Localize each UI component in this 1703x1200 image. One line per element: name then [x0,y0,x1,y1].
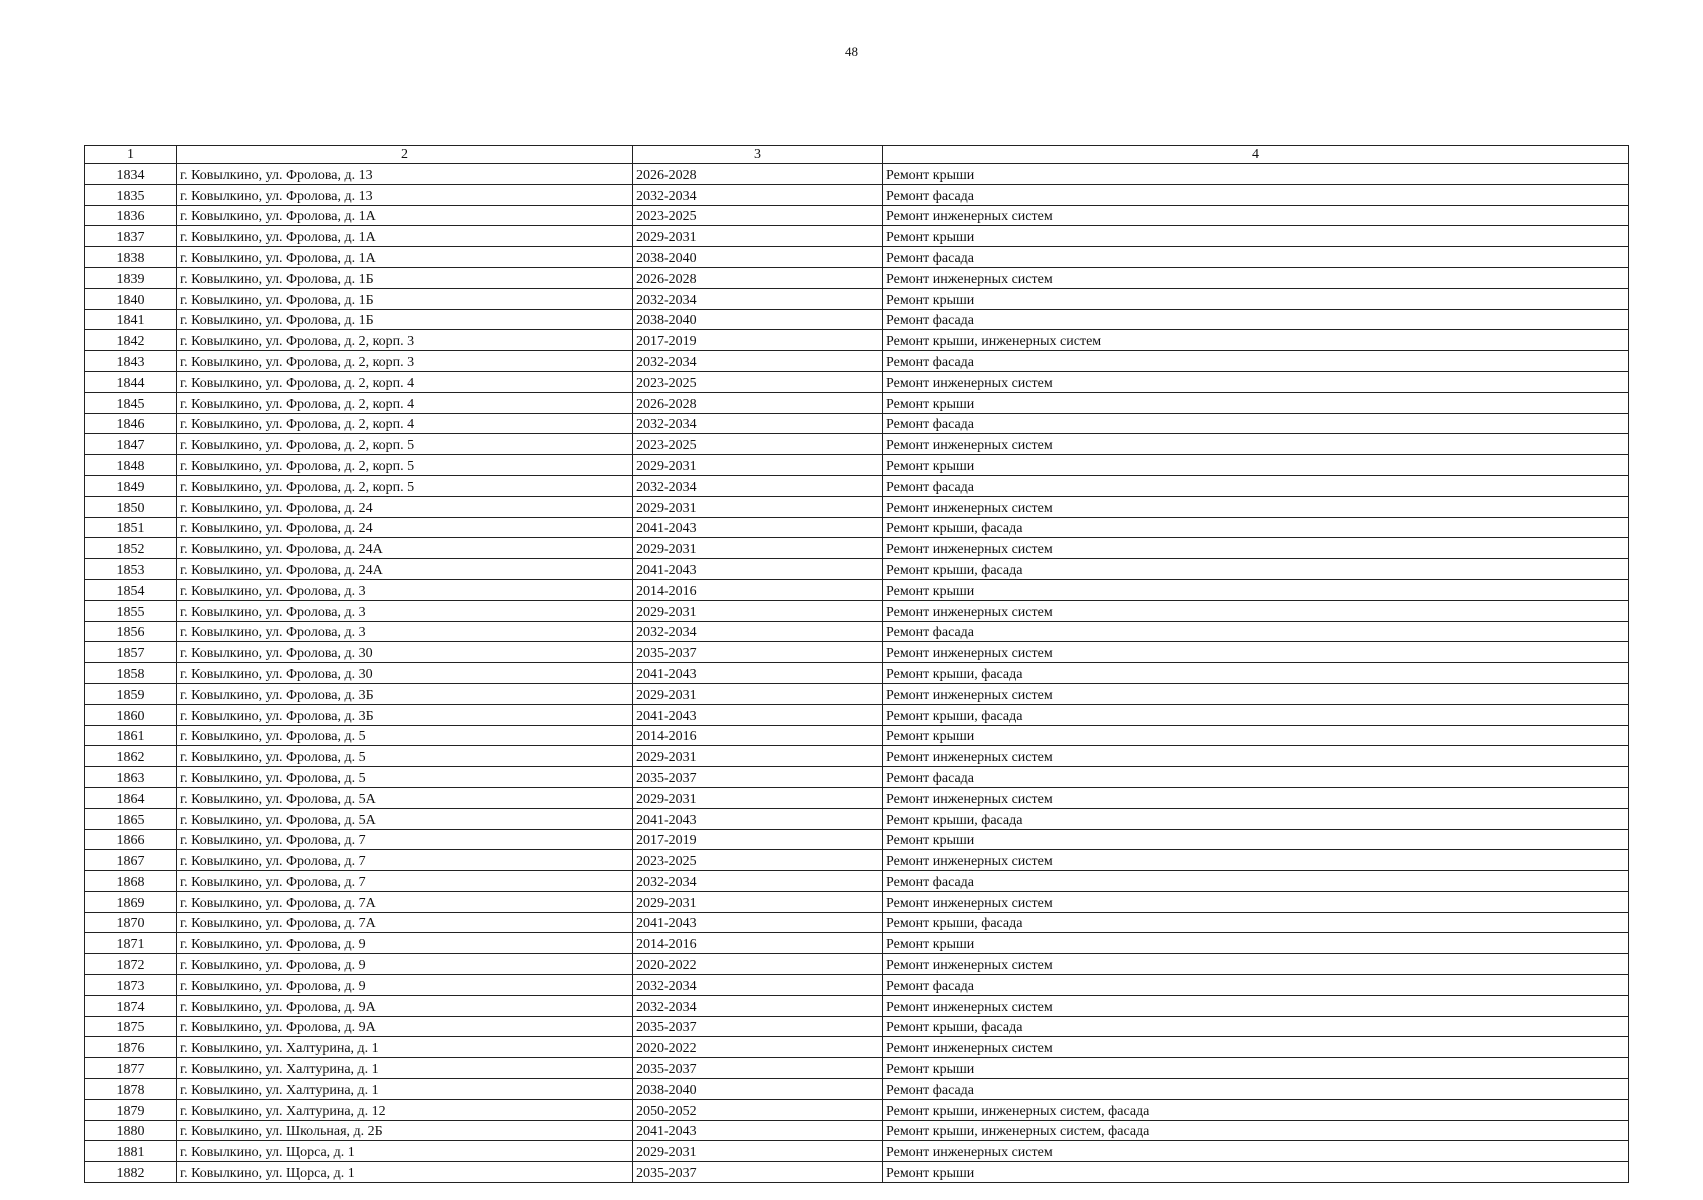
work-type-cell: Ремонт инженерных систем [883,1141,1629,1162]
period-cell: 2014-2016 [633,579,883,600]
table-body [85,164,1629,1183]
address-cell: г. Ковылкино, ул. Фролова, д. 7А [177,912,633,933]
row-number: 1845 [85,392,177,413]
period-cell: 2035-2037 [633,1162,883,1183]
address-cell: г. Ковылкино, ул. Фролова, д. 1А [177,247,633,268]
row-number: 1855 [85,600,177,621]
row-number: 1880 [85,1120,177,1141]
period-cell: 2032-2034 [633,621,883,642]
table-row [85,767,1629,788]
address-cell: г. Ковылкино, ул. Фролова, д. 9А [177,995,633,1016]
period-cell: 2020-2022 [633,954,883,975]
row-number: 1865 [85,808,177,829]
work-type-cell: Ремонт крыши [883,579,1629,600]
work-type-cell: Ремонт крыши, фасада [883,912,1629,933]
column-header-address: 2 [177,146,633,164]
address-cell: г. Ковылкино, ул. Фролова, д. 2, корп. 5 [177,475,633,496]
period-cell: 2032-2034 [633,871,883,892]
header-row [85,146,1629,164]
address-cell: г. Ковылкино, ул. Фролова, д. 3Б [177,704,633,725]
table-row [85,1099,1629,1120]
work-type-cell: Ремонт крыши [883,829,1629,850]
address-cell: г. Ковылкино, ул. Халтурина, д. 12 [177,1099,633,1120]
column-header-number: 1 [85,146,177,164]
address-cell: г. Ковылкино, ул. Фролова, д. 1Б [177,309,633,330]
row-number: 1841 [85,309,177,330]
table-row [85,267,1629,288]
work-type-cell: Ремонт фасада [883,351,1629,372]
table-row [85,1162,1629,1183]
table-row [85,725,1629,746]
work-type-cell: Ремонт крыши [883,1058,1629,1079]
row-number: 1861 [85,725,177,746]
period-cell: 2041-2043 [633,517,883,538]
table-row [85,1120,1629,1141]
row-number: 1853 [85,559,177,580]
period-cell: 2032-2034 [633,351,883,372]
period-cell: 2041-2043 [633,663,883,684]
row-number: 1848 [85,455,177,476]
work-type-cell: Ремонт крыши [883,933,1629,954]
row-number: 1860 [85,704,177,725]
address-cell: г. Ковылкино, ул. Фролова, д. 1Б [177,267,633,288]
work-type-cell: Ремонт инженерных систем [883,746,1629,767]
address-cell: г. Ковылкино, ул. Фролова, д. 5 [177,746,633,767]
address-cell: г. Ковылкино, ул. Фролова, д. 1Б [177,288,633,309]
period-cell: 2029-2031 [633,600,883,621]
work-type-cell: Ремонт инженерных систем [883,787,1629,808]
period-cell: 2029-2031 [633,746,883,767]
table-row [85,600,1629,621]
work-type-cell: Ремонт инженерных систем [883,1037,1629,1058]
row-number: 1879 [85,1099,177,1120]
row-number: 1834 [85,164,177,185]
work-type-cell: Ремонт инженерных систем [883,850,1629,871]
address-cell: г. Ковылкино, ул. Халтурина, д. 1 [177,1037,633,1058]
table-row [85,829,1629,850]
row-number: 1840 [85,288,177,309]
table-row [85,205,1629,226]
row-number: 1869 [85,891,177,912]
period-cell: 2041-2043 [633,808,883,829]
work-type-cell: Ремонт инженерных систем [883,891,1629,912]
table-row [85,184,1629,205]
row-number: 1851 [85,517,177,538]
work-type-cell: Ремонт инженерных систем [883,538,1629,559]
table-row [85,1037,1629,1058]
page-number: 48 [845,44,858,59]
row-number: 1847 [85,434,177,455]
table-row [85,559,1629,580]
table-row [85,288,1629,309]
row-number: 1872 [85,954,177,975]
table-row [85,434,1629,455]
table-row [85,808,1629,829]
table-row [85,954,1629,975]
period-cell: 2041-2043 [633,559,883,580]
work-type-cell: Ремонт фасада [883,871,1629,892]
period-cell: 2026-2028 [633,164,883,185]
work-type-cell: Ремонт крыши [883,226,1629,247]
work-type-cell: Ремонт крыши, фасада [883,517,1629,538]
row-number: 1866 [85,829,177,850]
row-number: 1859 [85,683,177,704]
address-cell: г. Ковылкино, ул. Фролова, д. 13 [177,164,633,185]
table-row [85,351,1629,372]
address-cell: г. Ковылкино, ул. Фролова, д. 7 [177,871,633,892]
table-row [85,1016,1629,1037]
row-number: 1877 [85,1058,177,1079]
address-cell: г. Ковылкино, ул. Фролова, д. 2, корп. 4 [177,392,633,413]
work-type-cell: Ремонт фасада [883,621,1629,642]
row-number: 1882 [85,1162,177,1183]
table-row [85,392,1629,413]
period-cell: 2023-2025 [633,850,883,871]
row-number: 1854 [85,579,177,600]
period-cell: 2038-2040 [633,1079,883,1100]
period-cell: 2017-2019 [633,330,883,351]
period-cell: 2035-2037 [633,1016,883,1037]
period-cell: 2014-2016 [633,725,883,746]
address-cell: г. Ковылкино, ул. Фролова, д. 5А [177,787,633,808]
period-cell: 2032-2034 [633,995,883,1016]
table-row [85,891,1629,912]
address-cell: г. Ковылкино, ул. Фролова, д. 2, корп. 3 [177,330,633,351]
row-number: 1873 [85,975,177,996]
period-cell: 2020-2022 [633,1037,883,1058]
work-type-cell: Ремонт инженерных систем [883,205,1629,226]
period-cell: 2050-2052 [633,1099,883,1120]
address-cell: г. Ковылкино, ул. Фролова, д. 24А [177,538,633,559]
address-cell: г. Ковылкино, ул. Фролова, д. 3 [177,579,633,600]
table-row [85,995,1629,1016]
table-row [85,933,1629,954]
table-row [85,850,1629,871]
row-number: 1863 [85,767,177,788]
table-row [85,1058,1629,1079]
table-row [85,309,1629,330]
table-row [85,683,1629,704]
period-cell: 2032-2034 [633,184,883,205]
work-type-cell: Ремонт фасада [883,475,1629,496]
period-cell: 2017-2019 [633,829,883,850]
period-cell: 2029-2031 [633,496,883,517]
period-cell: 2041-2043 [633,704,883,725]
work-type-cell: Ремонт фасада [883,247,1629,268]
work-type-cell: Ремонт крыши, инженерных систем, фасада [883,1120,1629,1141]
work-type-cell: Ремонт фасада [883,767,1629,788]
table-row [85,871,1629,892]
table-row [85,538,1629,559]
period-cell: 2029-2031 [633,1141,883,1162]
period-cell: 2032-2034 [633,975,883,996]
table-row [85,1141,1629,1162]
address-cell: г. Ковылкино, ул. Фролова, д. 24А [177,559,633,580]
period-cell: 2032-2034 [633,413,883,434]
table-row [85,330,1629,351]
work-type-cell: Ремонт крыши [883,1162,1629,1183]
work-type-cell: Ремонт инженерных систем [883,600,1629,621]
address-cell: г. Ковылкино, ул. Фролова, д. 5 [177,767,633,788]
row-number: 1858 [85,663,177,684]
period-cell: 2029-2031 [633,538,883,559]
address-cell: г. Ковылкино, ул. Фролова, д. 7 [177,829,633,850]
period-cell: 2014-2016 [633,933,883,954]
work-type-cell: Ремонт фасада [883,309,1629,330]
row-number: 1867 [85,850,177,871]
address-cell: г. Ковылкино, ул. Фролова, д. 9А [177,1016,633,1037]
row-number: 1844 [85,371,177,392]
address-cell: г. Ковылкино, ул. Фролова, д. 30 [177,663,633,684]
row-number: 1878 [85,1079,177,1100]
address-cell: г. Ковылкино, ул. Фролова, д. 7 [177,850,633,871]
address-cell: г. Ковылкино, ул. Школьная, д. 2Б [177,1120,633,1141]
work-type-cell: Ремонт крыши, фасада [883,704,1629,725]
column-header-period: 3 [633,146,883,164]
work-type-cell: Ремонт крыши [883,288,1629,309]
table-row [85,371,1629,392]
work-type-cell: Ремонт инженерных систем [883,642,1629,663]
row-number: 1838 [85,247,177,268]
table-row [85,642,1629,663]
work-type-cell: Ремонт крыши [883,392,1629,413]
table-row [85,475,1629,496]
table-row [85,517,1629,538]
address-cell: г. Ковылкино, ул. Фролова, д. 9 [177,954,633,975]
period-cell: 2029-2031 [633,891,883,912]
address-cell: г. Ковылкино, ул. Фролова, д. 24 [177,496,633,517]
period-cell: 2023-2025 [633,205,883,226]
period-cell: 2029-2031 [633,226,883,247]
period-cell: 2029-2031 [633,787,883,808]
row-number: 1843 [85,351,177,372]
table-row [85,704,1629,725]
row-number: 1852 [85,538,177,559]
address-cell: г. Ковылкино, ул. Фролова, д. 3 [177,600,633,621]
table-row [85,455,1629,476]
work-type-cell: Ремонт крыши, фасада [883,1016,1629,1037]
address-cell: г. Ковылкино, ул. Фролова, д. 9 [177,933,633,954]
period-cell: 2029-2031 [633,683,883,704]
address-cell: г. Ковылкино, ул. Щорса, д. 1 [177,1162,633,1183]
table-row [85,975,1629,996]
work-type-cell: Ремонт крыши, инженерных систем, фасада [883,1099,1629,1120]
table-row [85,579,1629,600]
work-type-cell: Ремонт инженерных систем [883,995,1629,1016]
period-cell: 2023-2025 [633,371,883,392]
row-number: 1881 [85,1141,177,1162]
address-cell: г. Ковылкино, ул. Фролова, д. 2, корп. 4 [177,413,633,434]
work-type-cell: Ремонт крыши, фасада [883,559,1629,580]
period-cell: 2038-2040 [633,247,883,268]
work-type-cell: Ремонт крыши, фасада [883,663,1629,684]
work-type-cell: Ремонт крыши [883,455,1629,476]
address-cell: г. Ковылкино, ул. Фролова, д. 9 [177,975,633,996]
repair-schedule-table [84,145,1629,1183]
address-cell: г. Ковылкино, ул. Щорса, д. 1 [177,1141,633,1162]
table-row [85,413,1629,434]
address-cell: г. Ковылкино, ул. Фролова, д. 3 [177,621,633,642]
table-row [85,164,1629,185]
row-number: 1857 [85,642,177,663]
work-type-cell: Ремонт крыши [883,725,1629,746]
work-type-cell: Ремонт инженерных систем [883,683,1629,704]
period-cell: 2038-2040 [633,309,883,330]
table-row [85,912,1629,933]
column-header-work-type: 4 [883,146,1629,164]
address-cell: г. Ковылкино, ул. Халтурина, д. 1 [177,1079,633,1100]
address-cell: г. Ковылкино, ул. Фролова, д. 2, корп. 5 [177,455,633,476]
row-number: 1875 [85,1016,177,1037]
address-cell: г. Ковылкино, ул. Фролова, д. 24 [177,517,633,538]
period-cell: 2029-2031 [633,455,883,476]
address-cell: г. Ковылкино, ул. Фролова, д. 2, корп. 4 [177,371,633,392]
period-cell: 2023-2025 [633,434,883,455]
row-number: 1862 [85,746,177,767]
work-type-cell: Ремонт инженерных систем [883,496,1629,517]
row-number: 1868 [85,871,177,892]
work-type-cell: Ремонт фасада [883,184,1629,205]
address-cell: г. Ковылкино, ул. Фролова, д. 2, корп. 5 [177,434,633,455]
table-row [85,787,1629,808]
address-cell: г. Ковылкино, ул. Фролова, д. 5 [177,725,633,746]
period-cell: 2035-2037 [633,1058,883,1079]
work-type-cell: Ремонт инженерных систем [883,954,1629,975]
row-number: 1850 [85,496,177,517]
table-row [85,746,1629,767]
period-cell: 2026-2028 [633,267,883,288]
address-cell: г. Ковылкино, ул. Фролова, д. 7А [177,891,633,912]
work-type-cell: Ремонт крыши, инженерных систем [883,330,1629,351]
row-number: 1837 [85,226,177,247]
row-number: 1849 [85,475,177,496]
address-cell: г. Ковылкино, ул. Халтурина, д. 1 [177,1058,633,1079]
address-cell: г. Ковылкино, ул. Фролова, д. 5А [177,808,633,829]
work-type-cell: Ремонт фасада [883,975,1629,996]
table-row [85,226,1629,247]
address-cell: г. Ковылкино, ул. Фролова, д. 30 [177,642,633,663]
address-cell: г. Ковылкино, ул. Фролова, д. 2, корп. 3 [177,351,633,372]
address-cell: г. Ковылкино, ул. Фролова, д. 1А [177,205,633,226]
work-type-cell: Ремонт инженерных систем [883,267,1629,288]
period-cell: 2041-2043 [633,1120,883,1141]
row-number: 1870 [85,912,177,933]
row-number: 1856 [85,621,177,642]
row-number: 1864 [85,787,177,808]
work-type-cell: Ремонт крыши [883,164,1629,185]
table-row [85,496,1629,517]
table-row [85,663,1629,684]
address-cell: г. Ковылкино, ул. Фролова, д. 3Б [177,683,633,704]
period-cell: 2041-2043 [633,912,883,933]
row-number: 1839 [85,267,177,288]
row-number: 1835 [85,184,177,205]
period-cell: 2035-2037 [633,642,883,663]
period-cell: 2032-2034 [633,475,883,496]
table-row [85,247,1629,268]
row-number: 1842 [85,330,177,351]
table-row [85,1079,1629,1100]
work-type-cell: Ремонт инженерных систем [883,434,1629,455]
row-number: 1836 [85,205,177,226]
work-type-cell: Ремонт крыши, фасада [883,808,1629,829]
row-number: 1871 [85,933,177,954]
address-cell: г. Ковылкино, ул. Фролова, д. 13 [177,184,633,205]
period-cell: 2032-2034 [633,288,883,309]
work-type-cell: Ремонт фасада [883,1079,1629,1100]
period-cell: 2035-2037 [633,767,883,788]
address-cell: г. Ковылкино, ул. Фролова, д. 1А [177,226,633,247]
row-number: 1874 [85,995,177,1016]
work-type-cell: Ремонт инженерных систем [883,371,1629,392]
row-number: 1876 [85,1037,177,1058]
period-cell: 2026-2028 [633,392,883,413]
work-type-cell: Ремонт фасада [883,413,1629,434]
row-number: 1846 [85,413,177,434]
table-row [85,621,1629,642]
